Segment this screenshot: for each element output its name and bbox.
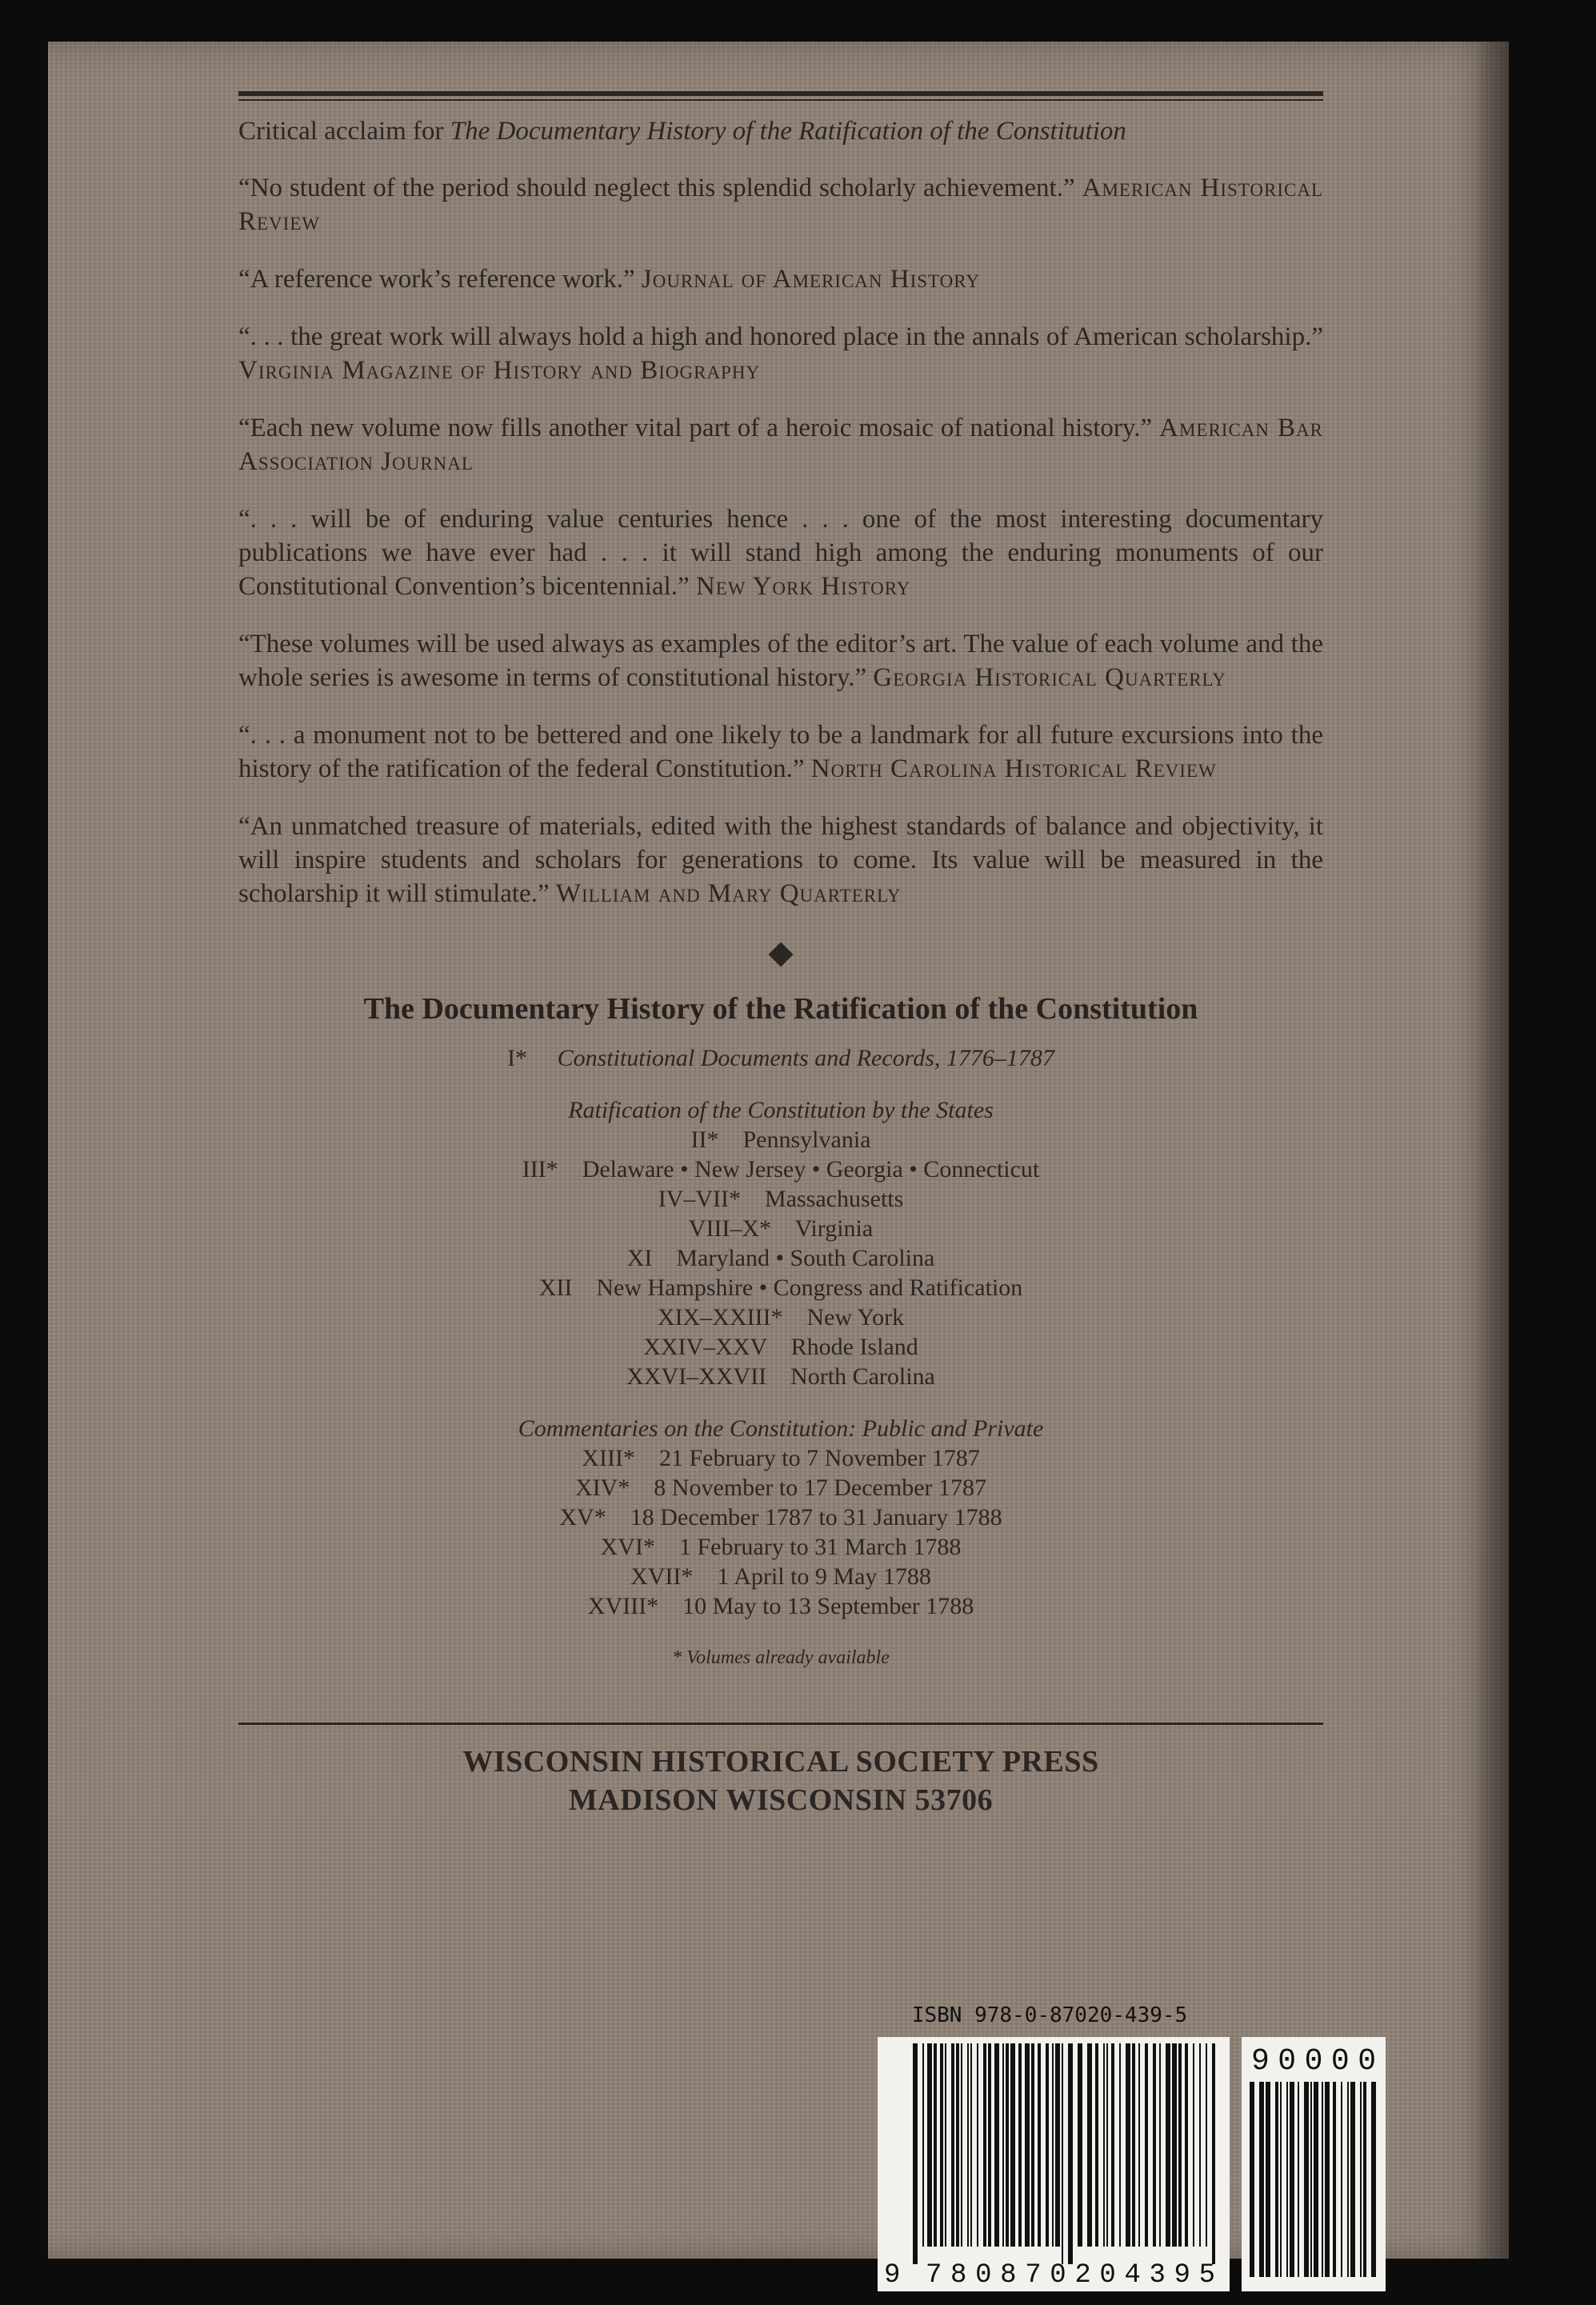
volume-title: 18 December 1787 to 31 January 1788 bbox=[630, 1504, 1002, 1531]
review-quote bbox=[238, 502, 1323, 603]
top-rule-thick bbox=[238, 91, 1323, 96]
quote-source: Journal of American History bbox=[641, 265, 980, 294]
volume-number: VIII–X* bbox=[688, 1215, 772, 1242]
barcode-digits: 780870204395 bbox=[926, 2260, 1215, 2291]
volume-title: New Hampshire • Congress and Ratification bbox=[596, 1275, 1023, 1301]
quote-text: “. . . will be of enduring value centuries hence . . . one of the most interesting documentary publications we have ever had . . . it will stand high among the enduring monuments of our Constitutional Convention’s bicentennial.” bbox=[238, 505, 1323, 601]
volume-number: XIII* bbox=[582, 1445, 635, 1471]
volume-number: XII bbox=[538, 1275, 573, 1301]
isbn-text: ISBN 978-0-87020-439-5 bbox=[911, 2003, 1188, 2027]
cover-edge-shadow bbox=[1478, 42, 1509, 2259]
volume-row bbox=[238, 1043, 1323, 1073]
volume-number: XVII* bbox=[630, 1563, 694, 1590]
volume-list bbox=[238, 1043, 1323, 1673]
volume-title: Pennsylvania bbox=[742, 1126, 871, 1153]
acclaim-heading bbox=[238, 115, 1323, 147]
quote-source: William and Mary Quarterly bbox=[555, 879, 902, 908]
review-quote bbox=[238, 171, 1323, 238]
commentaries-volumes bbox=[238, 1443, 1323, 1621]
review-quotes bbox=[238, 171, 1323, 910]
quote-text: “Each new volume now fills another vital part of a heroic mosaic of national history.” bbox=[238, 414, 1153, 442]
volume-row bbox=[238, 1591, 1323, 1621]
quote-source: Virginia Magazine of History and Biography bbox=[238, 356, 761, 385]
volume-title: Massachusetts bbox=[765, 1186, 904, 1212]
quote-text: “. . . a monument not to be bettered and one likely to be a landmark for all future excursions into the history of the ratification of the federal Constitution.” bbox=[238, 721, 1323, 783]
volume-row bbox=[238, 1125, 1323, 1155]
volume-number: XV* bbox=[559, 1504, 606, 1531]
volume-title: 21 February to 7 November 1787 bbox=[658, 1445, 980, 1471]
volume-row bbox=[238, 1443, 1323, 1473]
volume-number: XVIII* bbox=[587, 1593, 659, 1619]
volume-title: New York bbox=[806, 1304, 905, 1331]
volume-title: Constitutional Documents and Records, 1776–1787 bbox=[557, 1045, 1054, 1071]
cover-text-area bbox=[238, 91, 1323, 1819]
publisher-name: WISCONSIN HISTORICAL SOCIETY PRESS bbox=[462, 1745, 1099, 1779]
volume-row bbox=[238, 1332, 1323, 1362]
volume-row bbox=[238, 1184, 1323, 1214]
publisher-address: MADISON WISCONSIN 53706 bbox=[568, 1783, 994, 1817]
volume-number: XI bbox=[626, 1245, 653, 1271]
volume-row bbox=[238, 1273, 1323, 1303]
series-title: The Documentary History of the Ratification of the Constitution bbox=[363, 992, 1198, 1026]
quote-text: “. . . the great work will always hold a high and honored place in the annals of American scholarship.” bbox=[238, 322, 1323, 351]
volume-number: XXVI–XXVII bbox=[626, 1363, 767, 1390]
quote-source: American Bar Association Journal bbox=[238, 414, 1323, 476]
quote-text: “No student of the period should neglect this splendid scholarly achievement.” bbox=[238, 174, 1075, 202]
availability-note: * Volumes already available bbox=[672, 1647, 890, 1668]
acclaim-title: The Documentary History of the Ratification of the Constitution bbox=[450, 117, 1126, 146]
acclaim-prefix: Critical acclaim for bbox=[238, 117, 450, 146]
ean-barcode-icon bbox=[878, 2037, 1230, 2291]
quote-source: American Historical Review bbox=[238, 174, 1324, 236]
quote-source: New York History bbox=[695, 572, 911, 601]
price-barcode-icon bbox=[1242, 2037, 1386, 2291]
volume-title: Rhode Island bbox=[790, 1334, 918, 1360]
volume-row bbox=[238, 1503, 1323, 1532]
volume-title: North Carolina bbox=[790, 1363, 935, 1390]
review-quote bbox=[238, 627, 1323, 694]
states-volumes bbox=[238, 1125, 1323, 1391]
quote-text: “These volumes will be used always as examples of the editor’s art. The value of each volume and the whole series is awesome in terms of constitutional history.” bbox=[238, 630, 1323, 692]
quote-source: Georgia Historical Quarterly bbox=[873, 663, 1226, 692]
volume-number: XVI* bbox=[600, 1534, 655, 1560]
volume-number: III* bbox=[522, 1156, 558, 1183]
volume-number: I* bbox=[507, 1045, 528, 1071]
publisher-block bbox=[238, 1743, 1323, 1819]
volume-row bbox=[238, 1562, 1323, 1591]
volume-title: Maryland • South Carolina bbox=[676, 1245, 935, 1271]
price-code: 90000 bbox=[1251, 2044, 1376, 2079]
barcode-block bbox=[878, 2003, 1386, 2291]
volume-row bbox=[238, 1362, 1323, 1391]
review-quote bbox=[238, 320, 1323, 387]
volume-number: XIX–XXIII* bbox=[657, 1304, 783, 1331]
quote-source: North Carolina Historical Review bbox=[810, 754, 1217, 783]
barcode-lead-digit: 9 bbox=[884, 2260, 901, 2291]
review-quote bbox=[238, 411, 1323, 478]
review-quote bbox=[238, 262, 1323, 296]
review-quote bbox=[238, 718, 1323, 786]
volume-number: XIV* bbox=[574, 1475, 630, 1501]
review-quote bbox=[238, 810, 1323, 910]
diamond-ornament-icon bbox=[768, 942, 793, 966]
volume-row bbox=[238, 1155, 1323, 1184]
volume-row bbox=[238, 1532, 1323, 1562]
volume-title: 1 February to 31 March 1788 bbox=[678, 1534, 962, 1560]
volume-number: IV–VII* bbox=[658, 1186, 741, 1212]
volume-title: 8 November to 17 December 1787 bbox=[654, 1475, 987, 1501]
volume-title: 10 May to 13 September 1788 bbox=[682, 1593, 974, 1619]
quote-text: “An unmatched treasure of materials, edited with the highest standards of balance and objectivity, it will inspire students and scholars for generations to come. Its value will be measured in the scholarship it will stimulate.” bbox=[238, 812, 1323, 908]
volume-row bbox=[238, 1473, 1323, 1503]
bottom-rule bbox=[238, 1723, 1323, 1725]
volume-row bbox=[238, 1214, 1323, 1243]
commentaries-heading: Commentaries on the Constitution: Public and Private bbox=[518, 1415, 1044, 1442]
states-heading: Ratification of the Constitution by the States bbox=[568, 1097, 994, 1123]
book-back-cover bbox=[48, 42, 1509, 2291]
volume-number: II* bbox=[690, 1126, 719, 1153]
volume-title: 1 April to 9 May 1788 bbox=[717, 1563, 931, 1590]
volume-row bbox=[238, 1243, 1323, 1273]
volume-title: Virginia bbox=[794, 1215, 874, 1242]
volume-number: XXIV–XXV bbox=[643, 1334, 767, 1360]
volume-row bbox=[238, 1303, 1323, 1332]
volume-title: Delaware • New Jersey • Georgia • Connecticut bbox=[582, 1156, 1040, 1183]
top-rule-thin bbox=[238, 99, 1323, 101]
quote-text: “A reference work’s reference work.” bbox=[238, 265, 635, 294]
